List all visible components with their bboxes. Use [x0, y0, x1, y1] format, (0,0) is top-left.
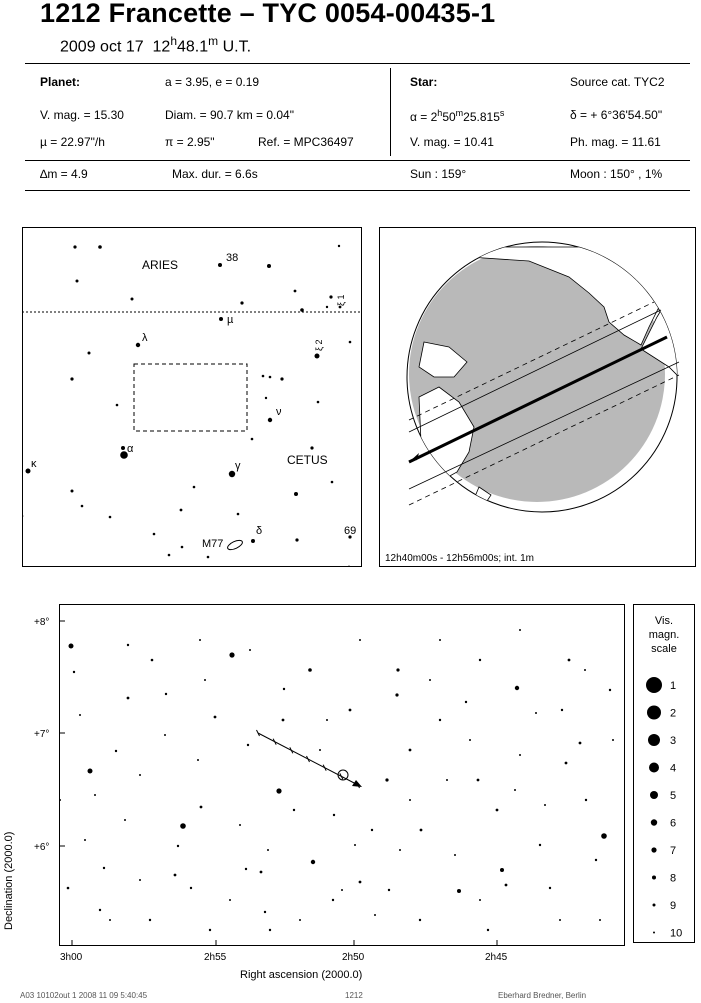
chart-star — [79, 714, 81, 716]
finder-star — [349, 341, 352, 344]
star-ra-sec: 25.815 — [463, 110, 500, 124]
star-dec: δ = + 6°36'54.50" — [570, 108, 663, 122]
scale-dots — [634, 605, 694, 942]
header-top-rule — [25, 63, 690, 64]
label-38: 38 — [226, 252, 239, 264]
finder-star — [315, 354, 320, 359]
label-gamma: γ — [235, 460, 241, 472]
finder-star — [262, 375, 265, 378]
finder-star — [240, 301, 243, 304]
time-ut: U.T. — [222, 38, 252, 56]
chart-star — [73, 671, 75, 673]
finder-star — [109, 516, 112, 519]
constellation-aries: ARIES — [142, 258, 179, 272]
planet-orbit: a = 3.95, e = 0.19 — [165, 75, 260, 89]
time-h-unit: h — [170, 34, 177, 48]
chart-star — [515, 686, 519, 690]
chart-star — [67, 887, 70, 890]
chart-star — [333, 814, 335, 816]
chart-star — [568, 659, 571, 662]
chart-star — [149, 919, 151, 921]
planet-parallax: π = 2.95" — [165, 135, 215, 149]
chart-star — [115, 750, 117, 752]
planet-diameter: Diam. = 90.7 km = 0.04" — [165, 108, 294, 122]
chart-star — [139, 879, 141, 881]
chart-star — [311, 860, 315, 864]
scale-label-8: 8 — [670, 872, 677, 885]
chart-star — [247, 744, 249, 746]
finder-star — [269, 376, 272, 379]
chart-star — [282, 719, 285, 722]
label-lambda: λ — [142, 332, 148, 344]
finder-star — [70, 377, 73, 380]
star-source: Source cat. TYC2 — [570, 75, 665, 89]
ytick-8: +8° — [34, 617, 50, 628]
finder-star — [88, 352, 91, 355]
chart-star — [446, 779, 448, 781]
scale-label-3: 3 — [670, 735, 677, 747]
chart-star — [487, 929, 489, 931]
chart-star — [469, 739, 471, 741]
constellation-cetus: CETUS — [287, 453, 328, 467]
finder-star — [168, 554, 171, 557]
sun-elongation: Sun : 159° — [410, 167, 467, 181]
x-axis — [60, 940, 508, 981]
chart-star — [371, 829, 373, 831]
magnitude-scale — [633, 604, 695, 943]
chart-star — [204, 679, 206, 681]
finder-star — [338, 245, 340, 247]
delta-mag: ∆m = 4.9 — [40, 167, 88, 181]
finder-star — [219, 317, 223, 321]
chart-star — [341, 889, 343, 891]
scale-title-scale: scale — [651, 643, 677, 655]
finder-star — [237, 513, 240, 516]
chart-star — [439, 639, 441, 641]
finder-star — [251, 539, 255, 543]
chart-star — [165, 693, 167, 695]
scale-label-6: 6 — [670, 817, 677, 830]
chart-star — [500, 868, 504, 872]
finder-star — [295, 538, 298, 541]
chart-star — [177, 845, 179, 847]
xtick-2h50: 2h50 — [342, 952, 365, 963]
star-ra-m: m — [455, 108, 464, 118]
finder-star — [218, 263, 222, 267]
chart-star — [245, 868, 247, 870]
chart-star — [388, 889, 390, 891]
scale-dot-3 — [648, 734, 660, 746]
chart-star — [326, 719, 328, 721]
chart-star — [214, 716, 217, 719]
event-time-hours: 12 — [152, 38, 171, 56]
xtick-2h55: 2h55 — [204, 952, 227, 963]
chart-star — [99, 909, 101, 911]
chart-star — [267, 849, 269, 851]
finder-star — [71, 490, 74, 493]
chart-star — [477, 779, 480, 782]
scale-dot-9 — [653, 904, 656, 907]
max-duration: Max. dur. = 6.6s — [172, 167, 258, 181]
chart-star — [519, 754, 521, 756]
scale-label-10: 10 — [670, 927, 683, 940]
finder-star — [26, 469, 31, 474]
chart-star — [535, 712, 537, 714]
chart-star — [612, 739, 614, 741]
chart-star — [395, 693, 398, 696]
finder-star — [300, 308, 304, 312]
chart-star — [293, 809, 295, 811]
chart-star — [308, 668, 312, 672]
chart-star — [319, 749, 321, 751]
chart-star — [479, 659, 481, 661]
chart-star — [399, 849, 401, 851]
x-axis-label: Right ascension (2000.0) — [240, 969, 363, 981]
chart-star — [457, 889, 461, 893]
globe-caption: 12h40m00s - 12h56m00s; int. 1m — [385, 553, 534, 564]
chart-star — [124, 819, 126, 821]
scale-label-5: 5 — [670, 790, 677, 802]
scale-label-1: 1 — [670, 680, 677, 692]
finder-star — [121, 446, 125, 450]
planet-heading: Planet: — [40, 75, 81, 89]
chart-star — [229, 899, 231, 901]
y-axis — [3, 617, 65, 930]
planet-reference: Ref. = MPC36497 — [258, 135, 354, 149]
chart-star — [561, 709, 563, 711]
finder-star — [329, 295, 332, 298]
xtick-2h45: 2h45 — [485, 952, 508, 963]
chart-star — [88, 769, 93, 774]
chart-star — [354, 844, 356, 846]
chart-star — [420, 829, 423, 832]
scale-dot-4 — [649, 763, 659, 773]
scale-dot-5 — [650, 791, 658, 799]
chart-star — [359, 639, 361, 641]
event-time-minutes: 48.1 — [177, 38, 209, 56]
footer-mid: 1212 — [345, 991, 363, 1000]
scale-dot-1 — [646, 677, 662, 693]
chart-star — [127, 697, 130, 700]
scale-dot-2 — [647, 706, 661, 720]
label-nu: ν — [276, 406, 282, 418]
y-axis-label: Declination (2000.0) — [3, 831, 15, 930]
footer-left: A03 10102out 1 2008 11 09 5:40:45 — [20, 991, 148, 1000]
finder-star — [267, 264, 271, 268]
detail-star-chart — [0, 600, 630, 1000]
scale-title-vis: Vis. — [654, 615, 674, 627]
chart-star — [180, 823, 186, 829]
event-date: 2009 oct 17 — [60, 38, 144, 56]
star-ra-min: 50 — [442, 110, 456, 124]
chart-star — [59, 799, 61, 801]
finder-star — [294, 492, 298, 496]
chart-star — [260, 871, 263, 874]
moon-elongation: Moon : 150° , 1% — [570, 167, 663, 181]
chart-star — [69, 644, 74, 649]
chart-star — [190, 887, 192, 889]
chart-star — [496, 809, 499, 812]
finder-star — [131, 298, 134, 301]
finder-star — [310, 446, 313, 449]
chart-star — [200, 806, 203, 809]
chart-star — [479, 899, 481, 901]
event-datetime — [60, 34, 251, 56]
finder-star — [153, 533, 156, 536]
chart-star — [505, 884, 508, 887]
planet-vmag: V. mag. = 15.30 — [40, 108, 124, 122]
chart-star — [209, 929, 211, 931]
chart-star — [374, 914, 376, 916]
page-title: 1212 Francette – TYC 0054-00435-1 — [40, 0, 496, 28]
chart-star — [559, 919, 561, 921]
label-delta: δ — [256, 525, 263, 537]
chart-star — [599, 919, 601, 921]
chart-star — [174, 874, 177, 877]
scale-label-9: 9 — [670, 900, 677, 912]
finder-star — [193, 486, 196, 489]
finder-star — [326, 306, 328, 308]
chart-star — [549, 887, 551, 889]
finder-star — [251, 438, 254, 441]
star-ra-prefix: α = 2 — [410, 110, 438, 124]
header-bottom-rule — [25, 190, 690, 191]
chart-star — [579, 742, 582, 745]
chart-star — [103, 867, 105, 869]
label-m77: M77 — [202, 538, 224, 550]
scale-label-2: 2 — [670, 707, 677, 720]
chart-star — [199, 639, 201, 641]
chart-star — [299, 919, 301, 921]
label-69: 69 — [344, 525, 357, 537]
scale-label-7: 7 — [670, 845, 677, 857]
finder-star — [180, 509, 183, 512]
chart-star — [164, 734, 166, 736]
header-mid-rule — [25, 160, 690, 161]
chart-star — [151, 659, 154, 662]
scale-dot-6 — [651, 819, 657, 825]
chart-star — [359, 881, 362, 884]
chart-star — [419, 919, 421, 921]
star-vmag: V. mag. = 10.41 — [410, 135, 494, 149]
chart-star — [595, 859, 597, 861]
chart-star — [585, 799, 587, 801]
chart-star — [332, 899, 334, 901]
finder-star — [136, 343, 140, 347]
finder-star — [73, 245, 76, 248]
chart-star — [239, 824, 241, 826]
finder-star — [181, 546, 184, 549]
earth-globe — [379, 227, 696, 567]
chart-star — [601, 833, 607, 839]
chart-star — [429, 679, 431, 681]
chart-star — [139, 774, 141, 776]
finder-star — [76, 280, 79, 283]
chart-star — [465, 701, 467, 703]
finder-star — [331, 481, 334, 484]
finder-star — [116, 404, 119, 407]
star-ra-h: h — [437, 108, 443, 118]
finder-star — [265, 397, 267, 399]
star-phmag: Ph. mag. = 11.61 — [570, 135, 661, 149]
chart-star — [609, 689, 611, 691]
chart-star — [127, 644, 129, 646]
chart-star — [514, 789, 516, 791]
chart-star — [409, 749, 412, 752]
scale-label-4: 4 — [670, 762, 677, 775]
label-kappa: κ — [31, 458, 37, 470]
chart-star — [197, 759, 199, 761]
star-ra — [410, 108, 504, 124]
ytick-7: +7° — [34, 729, 50, 740]
chart-star — [565, 762, 568, 765]
chart-star — [454, 854, 456, 856]
ytick-6: +6° — [34, 842, 50, 853]
chart-star — [519, 629, 521, 631]
label-mu: µ — [227, 314, 234, 326]
time-m-unit: m — [208, 34, 219, 48]
chart-star — [109, 919, 111, 921]
chart-star — [396, 668, 399, 671]
chart-star — [276, 788, 281, 793]
xtick-3h00: 3h00 — [60, 952, 83, 963]
scale-dot-7 — [651, 847, 656, 852]
finder-star — [317, 401, 320, 404]
chart-star — [409, 799, 411, 801]
label-alpha: α — [127, 443, 134, 455]
planet-motion: µ = 22.97"/h — [40, 135, 105, 149]
chart-star — [94, 794, 96, 796]
chart-star — [229, 652, 234, 657]
chart-star — [264, 911, 266, 913]
footer-right: Eberhard Bredner, Berlin — [498, 991, 587, 1000]
scale-dot-8 — [652, 876, 656, 880]
chart-star — [84, 839, 86, 841]
chart-star — [269, 929, 271, 931]
star-ra-s: s — [499, 108, 505, 118]
finder-star — [98, 245, 102, 249]
chart-star — [544, 804, 546, 806]
finder-star — [207, 556, 210, 559]
chart-star — [249, 649, 251, 651]
finder-star — [81, 505, 84, 508]
label-xi1: ξ 1 — [336, 294, 346, 306]
finder-star — [268, 418, 272, 422]
star-heading: Star: — [410, 75, 438, 89]
label-xi2: ξ 2 — [314, 339, 324, 351]
chart-star — [385, 778, 388, 781]
chart-star — [584, 669, 586, 671]
chart-star — [349, 709, 352, 712]
chart-star — [439, 719, 441, 721]
header-divider — [390, 68, 391, 156]
finder-star — [294, 290, 297, 293]
scale-title-magn: magn. — [648, 629, 680, 641]
chart-star — [283, 688, 285, 690]
finder-chart — [22, 227, 362, 567]
chart-star — [539, 844, 541, 846]
finder-star — [280, 377, 283, 380]
scale-dot-10 — [653, 932, 655, 934]
